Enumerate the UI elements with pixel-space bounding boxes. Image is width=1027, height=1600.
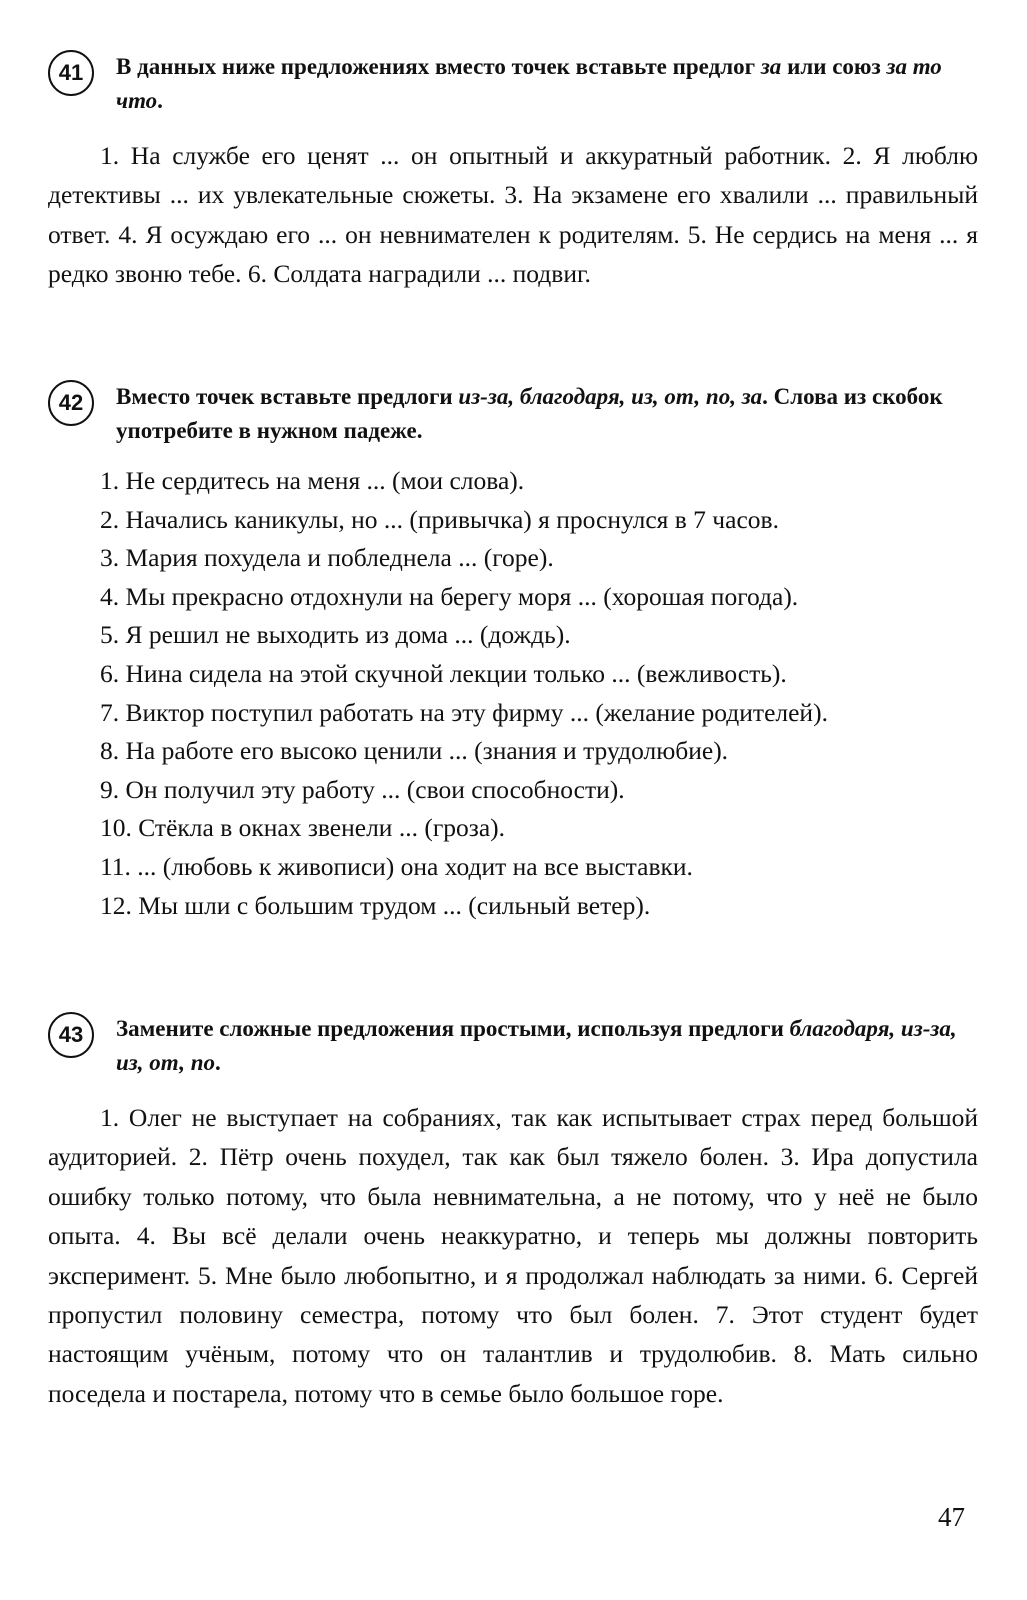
list-item: 5. Я решил не выходить из дома ... (дождь). — [100, 620, 571, 650]
list-item: 6. Нина сидела на этой скучной лекции только ... (вежливость). — [100, 658, 787, 688]
list-item: 11. ... (любовь к живописи) она ходит на все выставки. — [100, 851, 693, 881]
list-item: 12. Мы шли с большим трудом ... (сильный ветер). — [100, 890, 651, 920]
exercise-number-badge: 43 — [48, 1012, 94, 1058]
exercise-header — [48, 380, 978, 448]
exercise-42 — [48, 380, 978, 925]
list-item: 2. Начались каникулы, но ... (привычка) я проснулся в 7 часов. — [100, 504, 779, 534]
exercise-41 — [48, 50, 978, 294]
exercise-43 — [48, 1012, 978, 1413]
list-item: 9. Он получил эту работу ... (свои способности). — [100, 774, 625, 804]
page-number: 47 — [938, 1502, 965, 1532]
list-item: 3. Мария похудела и побледнела ... (горе). — [100, 543, 554, 573]
list-item: 10. Стёкла в окнах звенели ... (гроза). — [100, 813, 506, 843]
exercise-text: 1. На службе его ценят ... он опытный и аккуратный работник. 2. Я люблю детективы ... их увлекательные сюжеты. 3. На экзамене его хвалили ... правильный ответ. 4. Я осуждаю его ... он невнимателен к родителям. 5. Не сердись на меня ... я редко звоню тебе. 6. Солдата наградили ... подвиг. — [48, 141, 978, 289]
exercise-instruction: Вместо точек вставьте предлоги из-за, благодаря, из, от, по, за. Слова из скобок употребите в нужном падеже. — [116, 384, 943, 443]
list-item: 1. Не сердитесь на меня ... (мои слова). — [100, 466, 525, 495]
exercise-instruction: Замените сложные предложения простыми, используя предлоги благодаря, из-за, из, от, по. — [116, 1016, 957, 1075]
exercise-instruction: В данных ниже предложениях вместо точек вставьте предлог за или союз за то что. — [116, 54, 942, 113]
exercise-number-badge: 42 — [48, 380, 94, 426]
exercise-number-badge: 41 — [48, 50, 94, 96]
list-item: 7. Виктор поступил работать на эту фирму ... (желание родителей). — [100, 697, 828, 727]
exercise-items — [48, 462, 978, 925]
exercise-header — [48, 50, 978, 118]
list-item: 4. Мы прекрасно отдохнули на берегу моря ... (хорошая погода). — [100, 581, 799, 611]
exercise-text: 1. Олег не выступает на собраниях, так как испытывает страх перед большой аудиторией. 2. Пётр очень похудел, так как был тяжело болен. 3. Ира допустила ошибку только потому, что была невнимательна, а не потому, что у неё не было опыта. 4. Вы всё делали очень неаккуратно, и теперь мы должны повторить эксперимент. 5. Мне было любопытно, и я продолжал наблюдать за ними. 6. Сергей пропустил половину семестра, потому что был болен. 7. Этот студент будет настоящим учёным, потому что он талантлив и трудолюбив. 8. Мать сильно поседела и постарела, потому что в семье было большое горе. — [48, 1103, 978, 1408]
list-item: 8. На работе его высоко ценили ... (знания и трудолюбие). — [100, 736, 729, 766]
exercise-header — [48, 1012, 978, 1080]
